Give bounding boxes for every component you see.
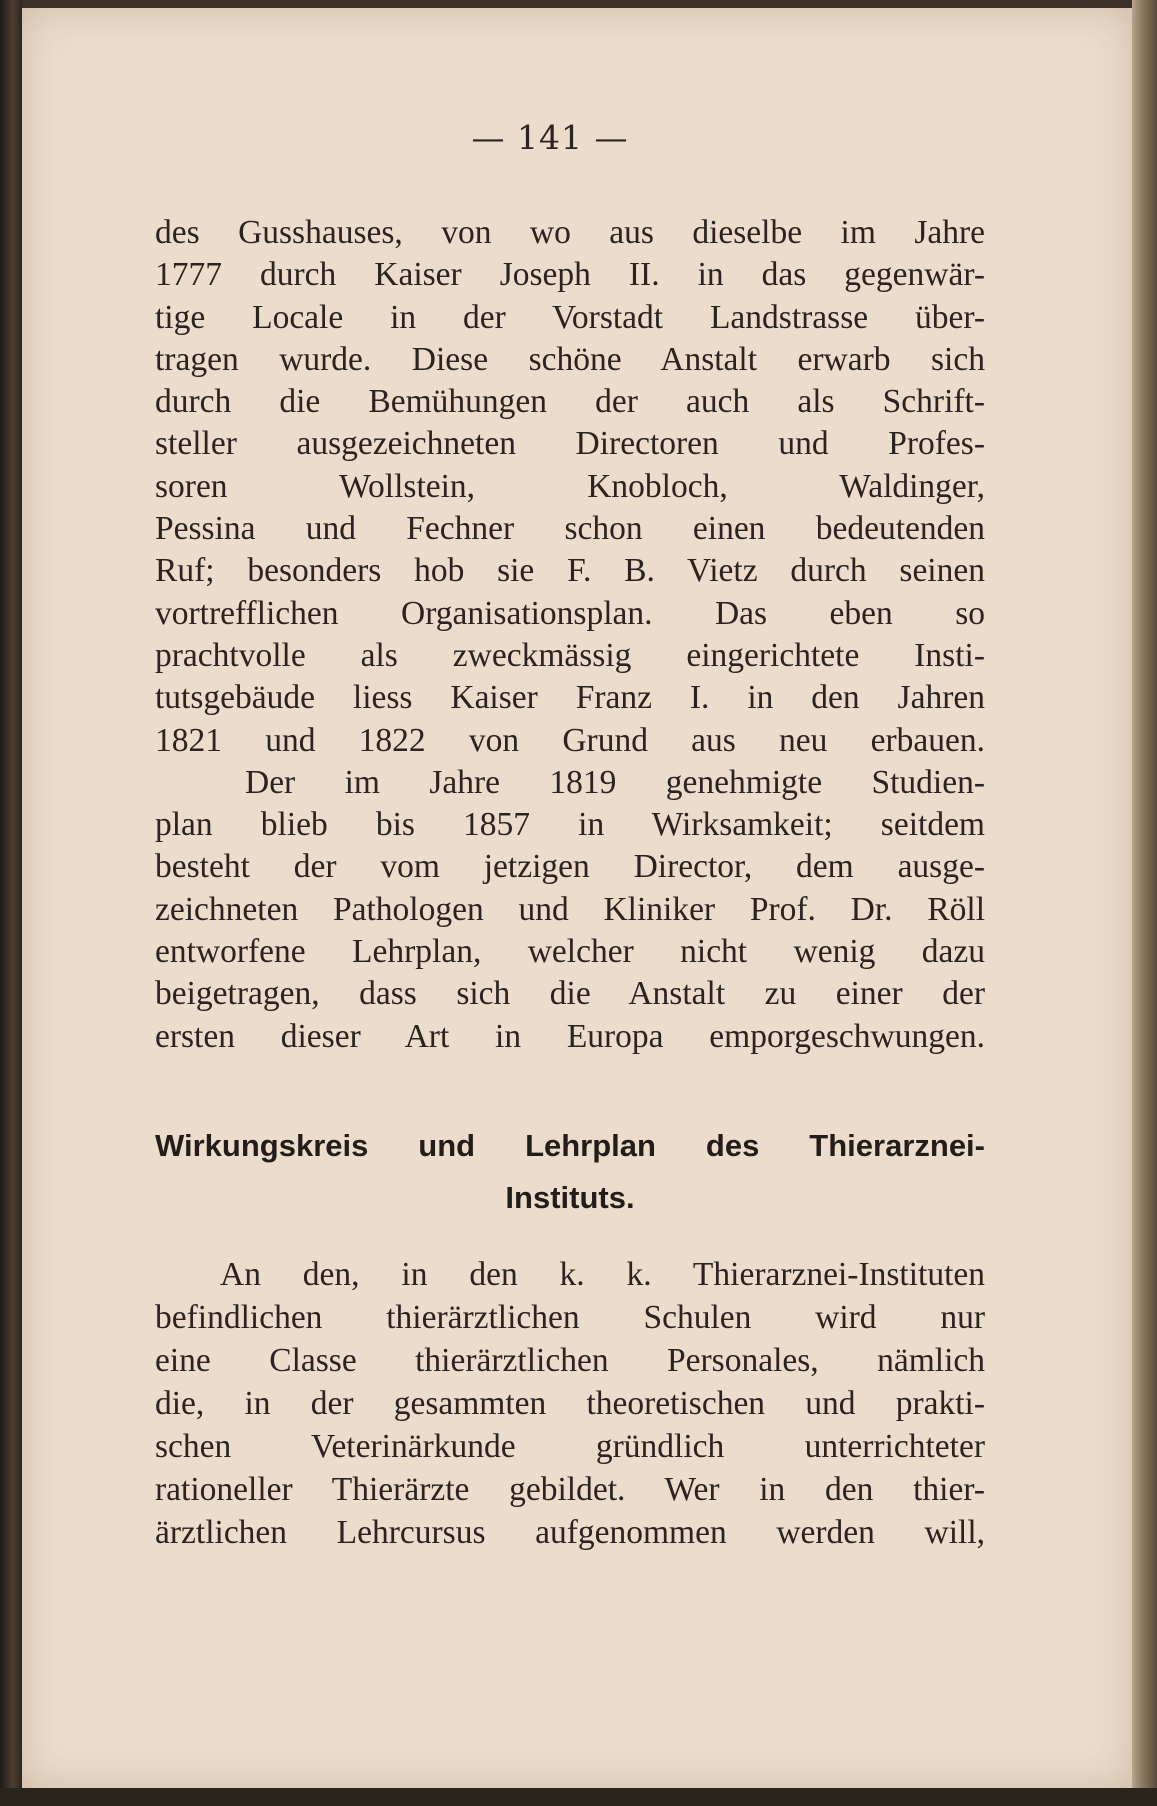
text-line: Pessina und Fechner schon einen bedeutenden xyxy=(155,510,985,548)
text-line: eine Classe thierärztlichen Personales, nämlich xyxy=(155,1342,985,1379)
text-line: tragen wurde. Diese schöne Anstalt erwarb sich xyxy=(155,340,985,378)
paragraph-2 xyxy=(155,762,985,1058)
page-edge xyxy=(1132,0,1157,1806)
text-line: tutsgebäude liess Kaiser Franz I. in den Jahren xyxy=(155,679,985,717)
text-line: ärztlichen Lehrcursus aufgenommen werden will, xyxy=(155,1514,985,1551)
text-line: schen Veterinärkunde gründlich unterrichteter xyxy=(155,1428,985,1465)
paragraph-3 xyxy=(155,1253,985,1554)
text-line: soren Wollstein, Knobloch, Waldinger, xyxy=(155,467,985,505)
heading-line-2: Instituts. xyxy=(505,1180,635,1215)
paragraph-1 xyxy=(155,212,985,762)
text-line: durch die Bemühungen der auch als Schrift- xyxy=(155,383,985,421)
text-line: beigetragen, dass sich die Anstalt zu einer der xyxy=(155,975,985,1013)
text-line: die, in der gesammten theoretischen und prakti- xyxy=(155,1385,985,1422)
body-text-bottom xyxy=(155,1253,985,1554)
text-line: entworfene Lehrplan, welcher nicht wenig dazu xyxy=(155,933,985,971)
text-line: prachtvolle als zweckmässig eingerichtete Insti- xyxy=(155,636,985,674)
text-line: ersten dieser Art in Europa emporgeschwungen. xyxy=(155,1017,985,1055)
text-line: steller ausgezeichneten Directoren und Profes- xyxy=(155,425,985,463)
text-line: zeichneten Pathologen und Kliniker Prof. Dr. Röll xyxy=(155,890,985,928)
text-line: befindlichen thierärztlichen Schulen wird nur xyxy=(155,1299,985,1336)
text-line: rationeller Thierärzte gebildet. Wer in den thier- xyxy=(155,1471,985,1508)
text-line: besteht der vom jetzigen Director, dem ausge- xyxy=(155,848,985,886)
text-line: 1777 durch Kaiser Joseph II. in das gegenwär- xyxy=(155,256,985,294)
text-line: An den, in den k. k. Thierarznei-Instituten xyxy=(220,1256,985,1293)
text-line: tige Locale in der Vorstadt Landstrasse über- xyxy=(155,298,985,336)
bottom-edge xyxy=(0,1788,1157,1806)
text-line: vortrefflichen Organisationsplan. Das eben so xyxy=(155,594,985,632)
text-line: plan blieb bis 1857 in Wirksamkeit; seitdem xyxy=(155,806,985,844)
section-heading xyxy=(155,1120,985,1224)
text-line: 1821 und 1822 von Grund aus neu erbauen. xyxy=(155,721,985,759)
text-line: des Gusshauses, von wo aus dieselbe im Jahre xyxy=(155,214,985,251)
book-spine xyxy=(0,0,22,1806)
heading-line-1: Wirkungskreis und Lehrplan des Thierarznei- xyxy=(155,1128,985,1163)
text-line: Ruf; besonders hob sie F. B. Vietz durch seinen xyxy=(155,552,985,590)
text-line: Der im Jahre 1819 genehmigte Studien- xyxy=(245,763,985,801)
page-number: — 141 — xyxy=(471,118,629,157)
body-text-top xyxy=(155,212,985,1058)
